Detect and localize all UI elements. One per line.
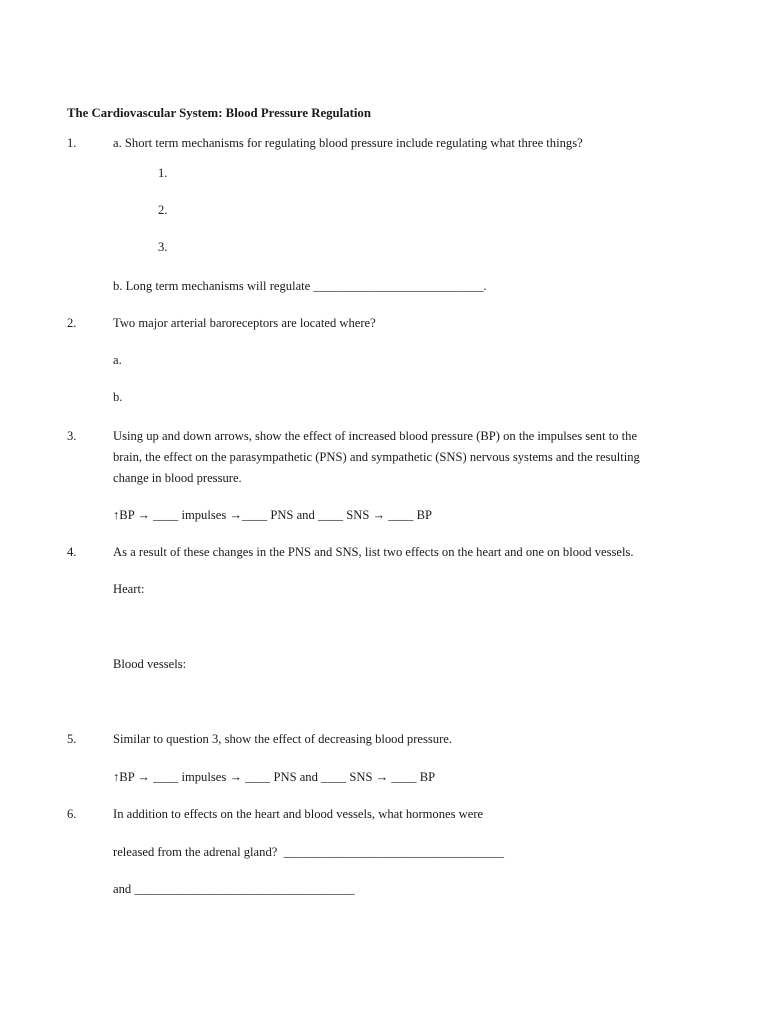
page-title: The Cardiovascular System: Blood Pressure Regulation <box>67 106 371 120</box>
question-5-number: 5. <box>67 732 77 746</box>
question-1-answer-item: 1. <box>158 166 168 180</box>
blood-vessels-label: Blood vessels: <box>113 657 187 671</box>
question-3-number: 3. <box>67 429 77 443</box>
question-3-text-line: brain, the effect on the parasympathetic (PNS) and sympathetic (SNS) nervous systems and the resulting <box>113 450 640 464</box>
question-6-number: 6. <box>67 807 77 821</box>
question-3-text-line: change in blood pressure. <box>113 471 242 485</box>
question-6-text-line: released from the adrenal gland? ___________________________________ <box>113 845 505 859</box>
question-1b-text: b. Long term mechanisms will regulate ___________________________. <box>113 279 487 293</box>
question-2-answer-item: b. <box>113 390 123 404</box>
question-2-text: Two major arterial baroreceptors are located where? <box>113 316 376 330</box>
question-6-text-line: and ___________________________________ <box>113 882 355 896</box>
question-1a-text: a. Short term mechanisms for regulating blood pressure include regulating what three things? <box>113 136 583 150</box>
question-1-answer-item: 3. <box>158 240 168 254</box>
question-4-number: 4. <box>67 545 77 559</box>
question-5-text: Similar to question 3, show the effect of decreasing blood pressure. <box>113 732 453 746</box>
question-1-number: 1. <box>67 136 77 150</box>
question-2-answer-item: a. <box>113 353 122 367</box>
question-5-flow: ↑BP → ____ impulses → ____ PNS and ____ SNS → ____ BP <box>113 770 436 784</box>
question-1-answer-item: 2. <box>158 203 168 217</box>
question-6-text-line: In addition to effects on the heart and blood vessels, what hormones were <box>113 807 484 821</box>
question-3-text-line: Using up and down arrows, show the effect of increased blood pressure (BP) on the impulses sent to the <box>113 429 638 443</box>
question-3-flow: ↑BP → ____ impulses →____ PNS and ____ SNS → ____ BP <box>113 508 432 522</box>
question-4-text: As a result of these changes in the PNS and SNS, list two effects on the heart and one on blood vessels. <box>113 545 634 559</box>
heart-label: Heart: <box>113 582 145 596</box>
question-2-number: 2. <box>67 316 77 330</box>
